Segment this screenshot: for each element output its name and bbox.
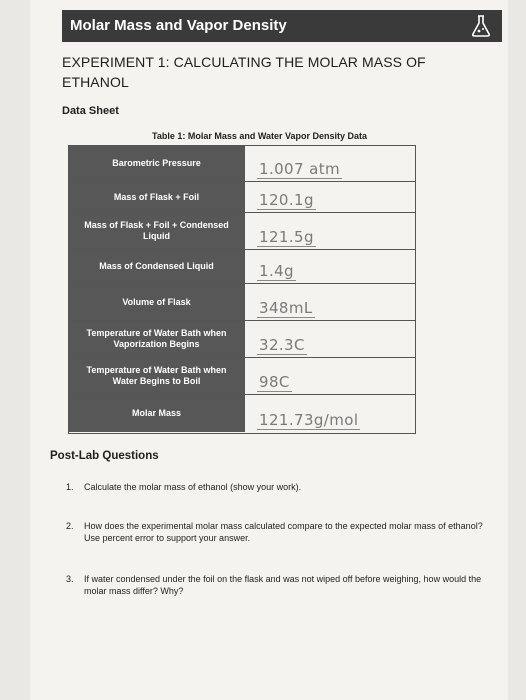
table-row <box>69 146 415 182</box>
row-value: 1.4g <box>259 262 294 280</box>
postlab-heading: Post-Lab Questions <box>50 450 159 462</box>
table-row <box>69 182 415 213</box>
experiment-title: EXPERIMENT 1: CALCULATING THE MOLAR MASS OF ETHANOL <box>62 54 426 90</box>
row-value: 121.73g/mol <box>259 411 359 429</box>
table-row <box>69 395 415 432</box>
row-label: Temperature of Water Bath when Water Begins to Boil <box>69 358 245 394</box>
flask-icon <box>470 14 492 38</box>
table-row <box>69 358 415 395</box>
question-text: If water condensed under the foil on the flask and was not wiped off before weighing, how would the molar mass differ? Why? <box>84 574 482 596</box>
question-text: How does the experimental molar mass calculated compare to the expected molar mass of ethanol? Use percent error to support your answer. <box>84 521 483 543</box>
table-row <box>69 321 415 358</box>
question-text: Calculate the molar mass of ethanol (show your work). <box>84 482 302 492</box>
row-label: Mass of Flask + Foil <box>69 182 245 212</box>
header-banner <box>62 10 502 42</box>
row-label: Molar Mass <box>69 395 245 432</box>
question-number: 3. <box>66 574 74 584</box>
table-row <box>69 284 415 321</box>
row-label: Barometric Pressure <box>69 146 245 181</box>
row-label: Volume of Flask <box>69 284 245 320</box>
row-value: 121.5g <box>259 228 314 246</box>
row-value: 32.3C <box>259 336 305 354</box>
row-label: Mass of Condensed Liquid <box>69 250 245 283</box>
row-value: 348mL <box>259 299 313 317</box>
worksheet-title: Molar Mass and Vapor Density <box>70 17 287 34</box>
data-sheet-heading: Data Sheet <box>62 105 119 117</box>
table-caption: Table 1: Molar Mass and Water Vapor Density Data <box>152 131 368 141</box>
table-row <box>69 250 415 284</box>
row-label: Temperature of Water Bath when Vaporization Begins <box>69 321 245 357</box>
row-value: 120.1g <box>259 191 314 209</box>
row-value: 98C <box>259 373 290 391</box>
data-table <box>68 145 416 434</box>
row-value: 1.007 atm <box>259 160 340 178</box>
row-label: Mass of Flask + Foil + Condensed Liquid <box>69 213 245 249</box>
question-number: 2. <box>66 521 74 531</box>
question-number: 1. <box>66 482 74 492</box>
table-row <box>69 213 415 250</box>
